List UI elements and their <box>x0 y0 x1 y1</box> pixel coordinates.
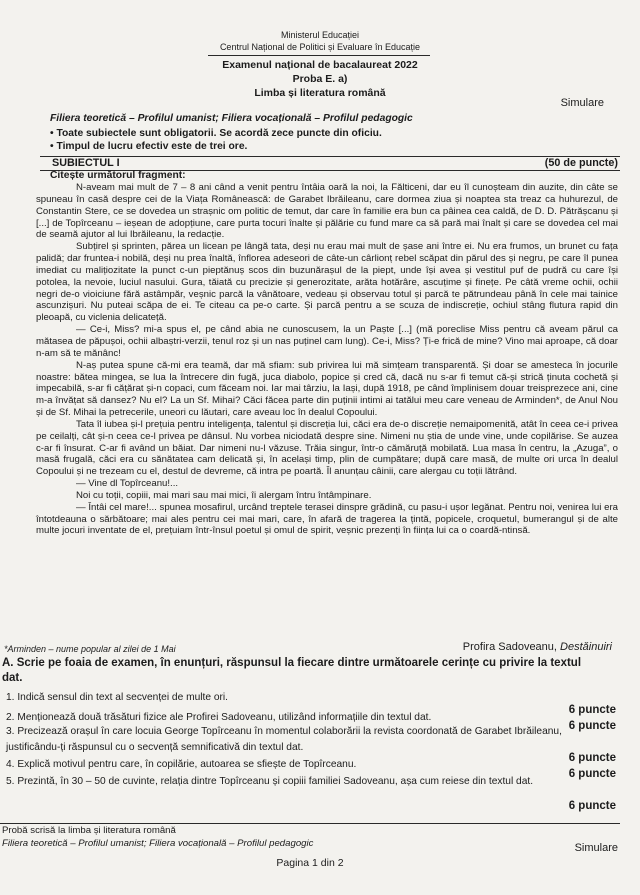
section-a-heading: A. Scrie pe foaia de examen, în enunțuri, răspunsul la fiecare dintre următoarele cerințe cu privire la textul dat. <box>2 657 582 684</box>
subiect-label: SUBIECTUL I <box>52 157 120 169</box>
source-attribution <box>463 641 612 653</box>
source-author: Profira Sadoveanu, <box>462 641 561 653</box>
paragraph: N-aveam mai mult de 7 – 8 ani când a venit pentru întâia oară la noi, la Fălticeni, dar eu îl cunoșteam din auzite, din câte se spuneau în casă despre cei de la Viața Românească: de Garabet Ibrăileanu, care dormea ziua și noaptea sta treaz ca huhurezul, de Constantin Stere, ce se dovedea un strașnic om politic de temut, dar care în familie era bun ca pâinea cea caldă, de D. D. Pătrășcanu și [...] de Topîrceanu – ieșean de adopțiune, care purta tocuri înalte și pălărie cu fund mare ca să pară mai înalt și care se dovedea cel mai de seamă ajutor al lui Ibrăileanu, la redacție. <box>36 182 618 241</box>
footer-simulare: Simulare <box>574 842 618 854</box>
bullet-icon: • <box>50 141 57 152</box>
footer-rule <box>0 823 620 824</box>
bullet-icon: • <box>50 128 57 139</box>
paragraph: Tata îl iubea și-l prețuia pentru inteligența, talentul și discreția lui, căci era de-o discreție nemaipomenită, atât în ceea ce-i privea pe ceilalți, cât și-n ceea ce-l privea pe dânsul. Nu vorbea niciodată despre sine. Nimeni nu știa de unde vine, unde copilărise. Se auzea c-ar fi însurat. C-ar fi având un băiat. Dar nimeni nu-l văzuse. Trăia singur, într-o cămăruță mobilată. Lua masa în centru, la „Azuga”, o masă frugală, căci era cu sănătatea cam delicată și, în același timp, plin de cumpătare; după care masă, de multe ori urca în dealul Copoului și ne trezeam cu el, destul de devreme, că intra pe poartă. Îl anunțau câinii, care alergau cu toții lătrând. <box>36 418 618 478</box>
exam-title: Examenul național de bacalaureat 2022 <box>222 59 418 71</box>
paragraph: — Ce-i, Miss? mi-a spus el, pe când abia ne cunoscusem, la un Paște [...] (mă poreclise Miss pentru că aveam părul ca mătasea de păpușoi, ochii albaștri-verzii, tenul roz și un nas puținel cam lung). Ce-i, Miss? Ți-e frică de mine? Vino mai aproape, că doar n-am să te mănânc! <box>36 324 618 359</box>
header-rule <box>208 55 430 56</box>
paragraph: Noi cu toții, copiii, mai mari sau mai mici, îi alergam întru întâmpinare. <box>76 489 372 501</box>
proba-title: Proba E. a) <box>292 73 348 85</box>
requirement-text: 2. Menționează două trăsături fizice ale Profirei Sadoveanu, utilizând informațiile din textul dat. <box>6 712 432 723</box>
requirement-text: 5. Prezintă, în 30 – 50 de cuvinte, relația dintre Topîrceanu și copiii familiei Sadoveanu, așa cum reiese din textul dat. <box>6 776 534 787</box>
rule-item: • Timpul de lucru efectiv este de trei ore. <box>50 141 248 152</box>
requirement-text: 1. Indică sensul din text al secvenței de multe ori. <box>6 692 228 703</box>
rule-item: • Toate subiectele sunt obligatorii. Se acordă zece puncte din oficiu. <box>50 128 382 139</box>
requirement-points: 6 puncte <box>568 704 616 716</box>
requirement-text: 3. Precizează orașul în care locuia George Topîrceanu în momentul colaborării la revista coordonată de Garabet Ibrăileanu, justificându-ți răspunsul cu o secvență semnificativă din textul dat. <box>6 726 562 754</box>
requirement-points: 6 puncte <box>568 752 616 764</box>
intro-label: Citește următorul fragment: <box>50 170 186 181</box>
requirement-points: 6 puncte <box>568 720 616 732</box>
center-name: Centrul Național de Politici și Evaluare în Educație <box>219 42 421 52</box>
footnote: *Arminden – nume popular al zilei de 1 Mai <box>4 644 176 654</box>
source-title: Destăinuiri <box>560 641 612 653</box>
requirement-points: 6 puncte <box>568 768 616 780</box>
subject-rule-top <box>40 156 620 157</box>
filiera-line: Filiera teoretică – Profilul umanist; Filiera vocațională – Profilul pedagogic <box>50 113 413 124</box>
subiect-points: (50 de puncte) <box>544 157 618 169</box>
ministry-name: Ministerul Educației <box>280 30 360 40</box>
footer-subject: Probă scrisă la limba și literatura română <box>2 825 176 836</box>
paragraph: — Vine dl Topîrceanu!... <box>76 478 179 490</box>
page-number: Pagina 1 din 2 <box>276 857 344 869</box>
paragraph: Subțirel și sprinten, părea un licean pe lângă tata, deși nu erau mai mult de șase ani între ei. Nu era frumos, un brunet cu fața palidă; dar fruntea-i nobilă, deși nu prea înaltă, înflorea adeseori de câte-un cârlionț rebel scăpat din părul des și negru, pe care îl punea imediat cu malițiozitate la punct c-un pieptănuș scos din buzunărașul de la piept, unde își avea și vestitul puf de pudră cu care își potolea, la nevoie, luciul nasului. Gura, tăiată cu precizie și generozitate, arăta hotărâre, ascuțime și finețe. Pe câtă vreme ochii, ochii negri de-o vioiciune fără astâmpăr, veșnic parcă la vânătoare, vedeau și observau totul și parcă te pătrundeau până în cele mai tainice ascunzișuri. Nu puteai scăpa de ei. Te citeau ca pe-o carte. Și parcă pentru a se scuza de indiscreție, ochiul stâng flutura rapid din pleoapă, cu viclenia delicateță. <box>36 241 618 324</box>
requirement-text: 4. Explică motivul pentru care, în copilărie, autoarea se sfiește de Topîrceanu. <box>6 759 357 770</box>
paragraph: N-aș putea spune că-mi era teamă, dar mă sfiam: sub privirea lui mă simțeam transparentă. Și doar se amesteca în jocurile noastre: bătea mingea, se lua la întrecere din fugă, juca diabolo, popice și cred că, dacă nu s-ar fi temut că-și strică ținuta cochetă și impecabilă, s-ar fi cățărat și-n copaci, cum făceam noi. Iar mai târziu, la Iași, după 1918, pe când împlinisem douar treisprezece ani, cine m-a învățat să dansez? Nu el? La un Sf. Mihai? Căci făcea parte din puținii intimi ai tatălui meu care veneau de Arminden*, de Anul Nou și de Sf. Mihai la petrecerile, uneori cu lăutari, care aveau loc în dealul Copoului. <box>36 359 618 419</box>
footer-filiera: Filiera teoretică – Profilul umanist; Filiera vocațională – Profilul pedagogic <box>2 838 314 849</box>
fragment-text <box>36 182 618 537</box>
paragraph: — Întâi cel mare!... spunea mosafirul, urcând treptele terasei dinspre grădină, cu pasu-i ușor legănat. Pentru noi, venirea lui era întotdeauna o sărbătoare; mai ales pentru cei mai mari, care, în afară de tragerea la țintă, popicele, croquetul, bumerangul și de alte multe jocuri inventate de el, prețuiam într-însul poetul și omul de spirit, veșnic prezenți în ființa lui ca o coardă-ntinsă. <box>36 501 618 537</box>
subject-title: Limba și literatura română <box>254 87 386 99</box>
requirement-points: 6 puncte <box>568 800 616 812</box>
simulare-label: Simulare <box>560 97 604 109</box>
